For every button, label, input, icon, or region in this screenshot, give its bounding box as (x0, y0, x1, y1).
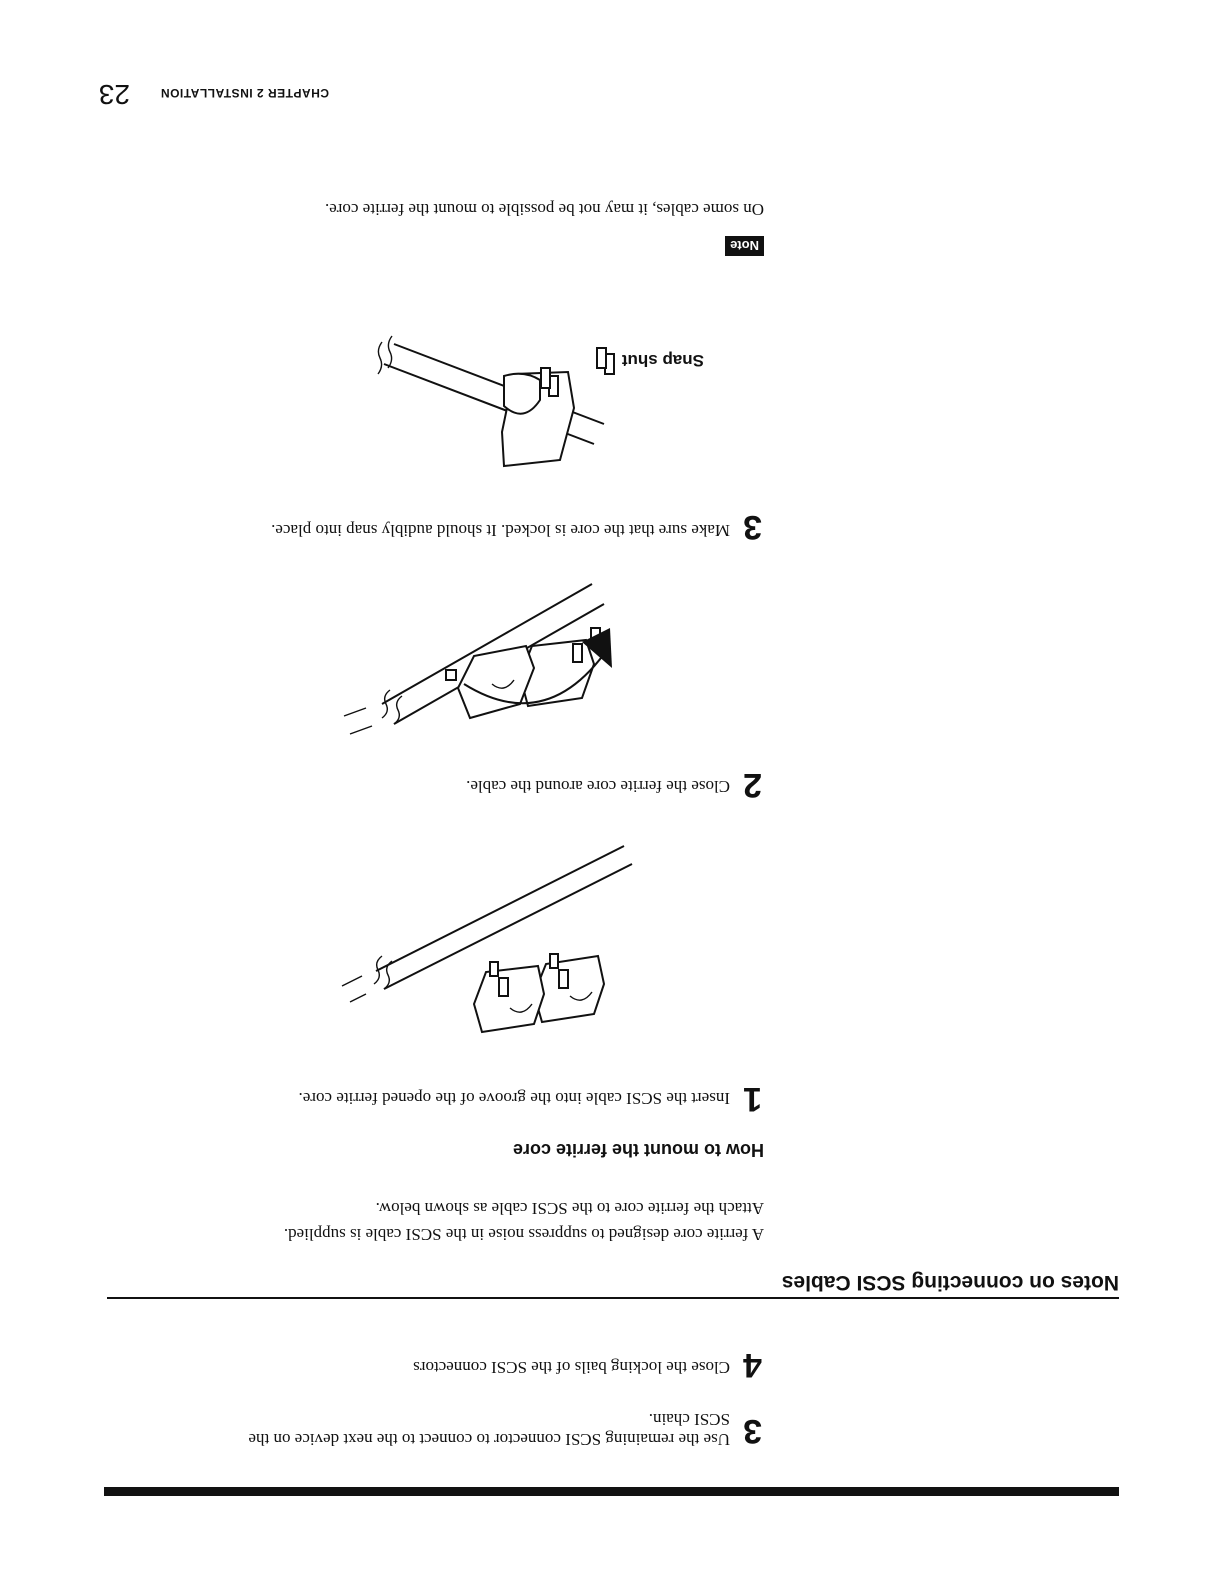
section-rule (107, 1297, 1119, 1299)
step-text: Close the locking bails of the SCSI connectors (413, 1358, 730, 1377)
running-header: CHAPTER 2 INSTALLATION (160, 86, 329, 100)
step-number: 3 (743, 1412, 762, 1450)
figure-label: Snap shut (621, 351, 704, 370)
step-number: 4 (743, 1346, 762, 1384)
step-text: Make sure that the core is locked. It should audibly snap into place. (271, 521, 730, 540)
ferrite-core-closing-illustration (304, 544, 664, 764)
step-text: Insert the SCSI cable into the groove of the opened ferrite core. (298, 1089, 730, 1108)
section-intro (114, 1198, 764, 1244)
step-text-line: Use the remaining SCSI connector to connect to the next device on the (248, 1430, 730, 1449)
intro-line: Attach the ferrite core to the SCSI cable as shown below. (375, 1199, 764, 1218)
page-number: 23 (98, 79, 130, 110)
ferrite-core-locked-illustration (324, 264, 664, 504)
step-text-line: SCSI chain. (648, 1410, 730, 1429)
section-title: Notes on connecting SCSI Cables (781, 1271, 1119, 1294)
step-number: 3 (743, 508, 762, 546)
step-text (110, 1409, 730, 1449)
step-number: 1 (743, 1080, 762, 1118)
ferrite-core-open-illustration (304, 824, 684, 1064)
subsection-title: How to mount the ferrite core (512, 1140, 764, 1160)
step-number: 2 (743, 766, 762, 804)
note-text: On some cables, it may not be possible to mount the ferrite core. (324, 200, 764, 219)
step-text: Close the ferrite core around the cable. (466, 777, 730, 796)
intro-line: A ferrite core designed to suppress noise in the SCSI cable is supplied. (283, 1225, 764, 1244)
top-thick-rule (104, 1487, 1119, 1496)
note-badge: Note (725, 236, 764, 256)
